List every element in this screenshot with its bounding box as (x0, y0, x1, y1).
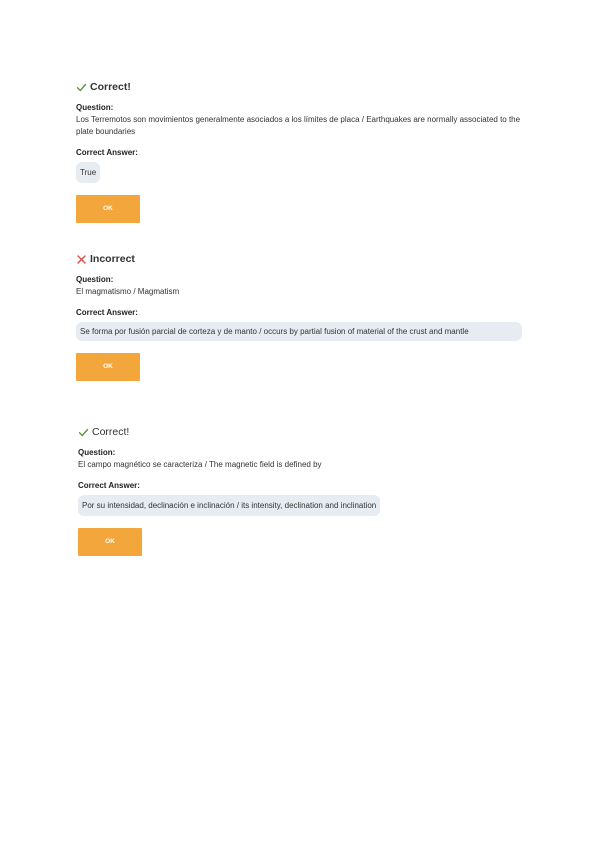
question-text: Los Terremotos son movimientos generalmente asociados a los límites de placa / Earthquakes are normally associated to the plate boundaries (76, 115, 521, 136)
correct-answer-label: Correct Answer: (78, 481, 140, 490)
question-text: El magmatismo / Magmatism (76, 287, 180, 296)
checkmark-icon (76, 82, 87, 93)
correct-answer-label: Correct Answer: (76, 308, 138, 317)
result-status-correct (76, 80, 536, 94)
question-label: Question: (76, 103, 114, 112)
question-label: Question: (76, 275, 114, 284)
ok-button[interactable]: OK (76, 353, 140, 381)
result-status-text: Correct! (90, 81, 131, 93)
result-status-correct (78, 425, 538, 439)
result-status-text: Correct! (92, 426, 130, 438)
checkmark-icon (78, 427, 89, 438)
ok-button[interactable]: OK (76, 195, 140, 223)
quiz-result-card-1 (76, 80, 536, 223)
quiz-result-card-2 (76, 252, 536, 381)
question-text: El campo magnético se caracteriza / The magnetic field is defined by (78, 460, 322, 469)
correct-answer-value: True (76, 162, 100, 183)
result-status-incorrect (76, 252, 536, 266)
quiz-result-card-3 (78, 425, 538, 556)
correct-answer-label: Correct Answer: (76, 148, 138, 157)
question-label: Question: (78, 448, 116, 457)
correct-answer-value: Por su intensidad, declinación e inclinación / its intensity, declination and inclination (78, 495, 380, 516)
result-status-text: Incorrect (90, 253, 135, 265)
correct-answer-value: Se forma por fusión parcial de corteza y de manto / occurs by partial fusion of material of the crust and mantle (76, 322, 522, 341)
cross-icon (76, 254, 87, 265)
ok-button[interactable]: OK (78, 528, 142, 556)
